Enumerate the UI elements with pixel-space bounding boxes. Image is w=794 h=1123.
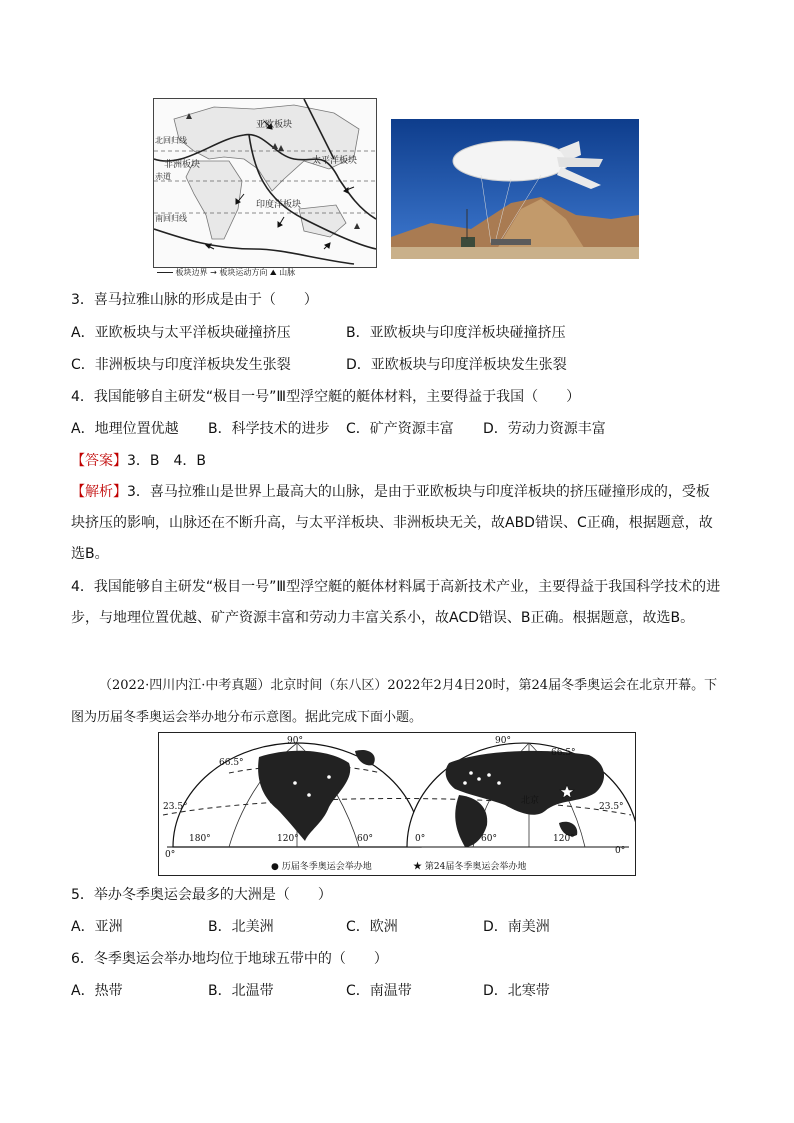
answer-line (71, 452, 206, 470)
airship-photo (391, 119, 639, 259)
legend-mountain: 山脉 (279, 268, 296, 277)
label-lon-90-right: 90° (495, 736, 511, 746)
legend-arrow-icon: → (210, 268, 217, 277)
label-lat-235-left: 23.5° (163, 802, 188, 812)
plate-map-legend (153, 266, 375, 280)
label-lon-180: 180° (189, 834, 211, 844)
label-beijing: 北京 (521, 796, 540, 806)
q4-option-d[interactable]: D．劳动力资源丰富 (483, 421, 606, 437)
q6-option-a[interactable]: A．热带 (71, 983, 123, 999)
plate-map-figure (153, 98, 377, 268)
q4-stem: 4．我国能够自主研发“极目一号”Ⅲ型浮空艇的艇体材料，主要得益于我国（ ） (71, 389, 581, 405)
answer-text: 3．B 4．B (127, 453, 207, 469)
label-eurasia: 亚欧板块 (256, 120, 293, 130)
airship-photo-svg (391, 119, 639, 259)
q3-stem: 3．喜马拉雅山脉的形成是由于（ ） (71, 292, 318, 308)
q6-stem: 6．冬季奥运会举办地均位于地球五带中的（ ） (71, 951, 388, 967)
label-lon-90-left: 90° (287, 736, 303, 746)
label-lat-0-right: 0° (615, 846, 626, 856)
label-lon-120-left: 120° (277, 834, 299, 844)
q4-option-b[interactable]: B．科学技术的进步 (208, 421, 330, 437)
q5-option-a[interactable]: A．亚洲 (71, 919, 123, 935)
q5-option-b[interactable]: B．北美洲 (208, 919, 274, 935)
source-text: 北京时间（东八区）2022年2月4日20时，第24届冬季奥运会在北京开幕。下图为历届冬季奥运会举办地分布示意图。据此完成下面小题。 (71, 678, 718, 725)
q3-option-a[interactable]: A．亚欧板块与太平洋板块碰撞挤压 (71, 325, 291, 341)
label-south-tropic: 南回归线 (155, 214, 187, 223)
source-paragraph (71, 670, 723, 734)
analysis-paragraph-2: 4．我国能够自主研发“极目一号”Ⅲ型浮空艇的艇体材料属于高新技术产业，主要得益于我国科学技术的进步，与地理位置优越、矿产资源丰富和劳动力丰富关系小，故ACD错误、B正确。根据题意，故选B。 (71, 579, 721, 626)
q3-option-b[interactable]: B．亚欧板块与印度洋板块碰撞挤压 (346, 325, 566, 341)
q6-option-c[interactable]: C．南温带 (346, 983, 412, 999)
label-lon-60-right: 60° (481, 834, 497, 844)
q6-option-d[interactable]: D．北寒带 (483, 983, 550, 999)
q6-option-b[interactable]: B．北温带 (208, 983, 274, 999)
label-lat-235-right: 23.5° (599, 802, 624, 812)
plate-map-svg (154, 99, 376, 267)
q5-option-d[interactable]: D．南美洲 (483, 919, 550, 935)
legend-motion: 板块运动方向 (219, 268, 268, 277)
label-lon-120-right: 120° (553, 834, 575, 844)
label-lat-0-left: 0° (165, 850, 176, 860)
q4-option-c[interactable]: C．矿产资源丰富 (346, 421, 454, 437)
analysis-tag: 【解析】 (71, 484, 127, 500)
analysis-paragraph-1 (71, 477, 723, 570)
mountain-icon: ⛰ (269, 268, 277, 277)
q4-option-a[interactable]: A．地理位置优越 (71, 421, 179, 437)
label-indian: 印度洋板块 (256, 200, 302, 210)
label-africa: 非洲板块 (164, 160, 201, 170)
label-equator: 赤道 (155, 172, 171, 181)
q5-option-c[interactable]: C．欧洲 (346, 919, 398, 935)
label-lat-665-left: 66.5° (219, 758, 244, 768)
q3-option-d[interactable]: D．亚欧板块与印度洋板块发生张裂 (346, 357, 567, 373)
q3-option-c[interactable]: C．非洲板块与印度洋板块发生张裂 (71, 357, 291, 373)
label-lat-665-right: 66.5° (551, 748, 576, 758)
label-lon-60-left: 60° (357, 834, 373, 844)
label-north-tropic: 北回归线 (155, 136, 187, 145)
legend-24th-host: ★ 第24届冬季奥运会举办地 (413, 862, 527, 872)
analysis-p1: 3．喜马拉雅山是世界上最高大的山脉，是由于亚欧板块与印度洋板块的挤压碰撞形成的，受板块挤压的影响，山脉还在不断升高，与太平洋板块、非洲板块无关，故ABD错误、C正确，根据题意，故选B。 (71, 484, 713, 562)
legend-line-icon (157, 272, 173, 273)
olympic-map-figure (158, 732, 636, 876)
q5-stem: 5．举办冬季奥运会最多的大洲是（ ） (71, 887, 332, 903)
source-tag: （2022·四川内江·中考真题） (99, 678, 271, 693)
legend-boundary: 板块边界 (175, 268, 208, 277)
label-lon-0-right: 0° (415, 834, 426, 844)
answer-tag: 【答案】 (71, 453, 127, 469)
legend-past-hosts: ● 历届冬季奥运会举办地 (271, 862, 372, 872)
olympic-map-svg (159, 733, 635, 875)
label-pacific: 太平洋板块 (312, 156, 358, 166)
